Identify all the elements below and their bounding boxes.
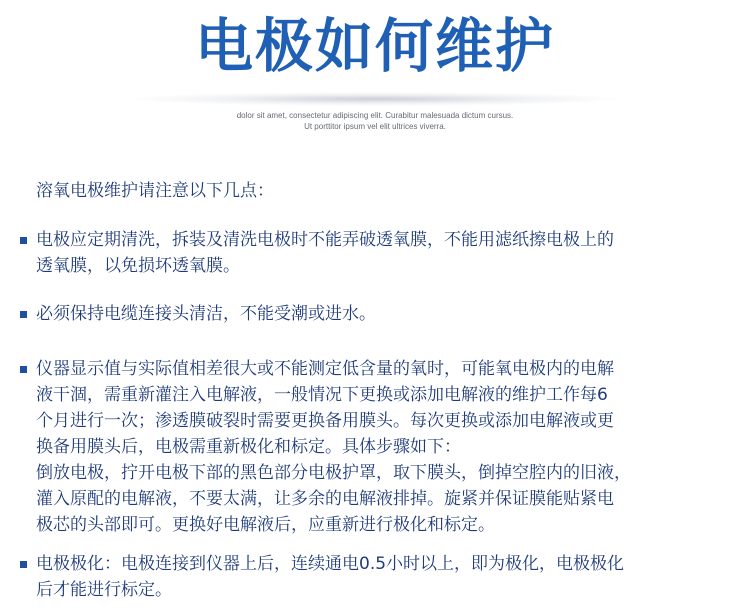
text-line: 后才能进行标定。 [36,580,172,600]
text-line: 仪器显示值与实际值相差很大或不能测定低含量的氧时，可能氧电极内的电解 [36,359,614,379]
intro-heading: 溶氧电极维护请注意以下几点： [36,181,274,201]
text-line: 电极应定期清洗，拆装及清洗电极时不能弄破透氧膜，不能用滤纸擦电极上的 [36,230,614,250]
text-line: 必须保持电缆连接头清洁，不能受潮或进水。 [36,304,376,324]
text-line: 灌入原配的电解液，不要太满，让多余的电解液排掉。旋紧并保证膜能贴紧电 [36,489,614,509]
text-line: 液干涸，需重新灌注入电解液，一般情况下更换或添加电解液的维护工作每6 [36,385,608,405]
title-shadow-divider [130,92,620,106]
text-line: 极芯的头部即可。更换好电解液后，应重新进行极化和标定。 [36,515,495,535]
list-item-text [20,551,730,603]
square-bullet-icon [20,311,27,318]
list-item [20,356,730,538]
square-bullet-icon [20,237,27,244]
subtitle [0,110,750,132]
text-line: 换备用膜头后，电极需重新极化和标定。具体步骤如下： [36,437,461,457]
subtitle-line: dolor sit amet, consectetur adipiscing elit. Curabitur malesuada dictum cursus. [236,111,514,120]
square-bullet-icon [20,366,27,373]
list-item-text [20,301,730,327]
text-line: 个月进行一次；渗透膜破裂时需要更换备用膜头。每次更换或添加电解液或更 [36,411,614,431]
page-title: 电极如何维护 [194,12,555,80]
text-line: 透氧膜，以免损坏透氧膜。 [36,256,240,276]
subtitle-line: Ut porttitor ipsum vel elit ultrices viverra. [304,122,446,131]
list-item [20,551,730,603]
list-item-text [20,356,730,538]
text-line: 电极极化：电极连接到仪器上后，连续通电0.5小时以上，即为极化，电极极化 [36,554,625,574]
square-bullet-icon [20,561,27,568]
text-line: 倒放电极，拧开电极下部的黑色部分电极护罩，取下膜头，倒掉空腔内的旧液， [36,463,631,483]
list-item [20,227,730,279]
list-item-text [20,227,730,279]
list-item [20,301,730,327]
